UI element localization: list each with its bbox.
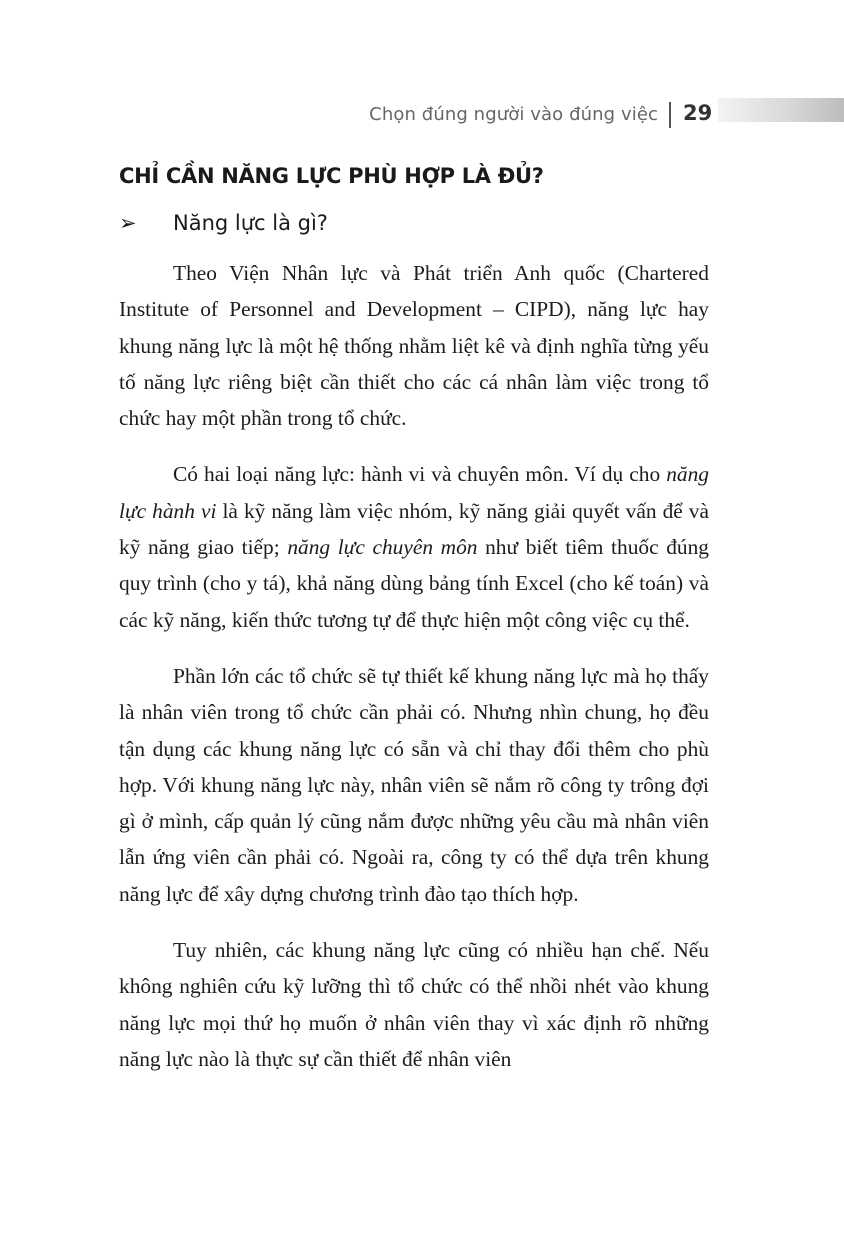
paragraph-2 — [119, 456, 709, 637]
arrow-bullet-icon: ➢ — [119, 211, 137, 235]
running-header — [0, 98, 844, 134]
paragraph-1: Theo Viện Nhân lực và Phát triển Anh quốc (Chartered Institute of Personnel and Development – CIPD), năng lực hay khung năng lực là một hệ thống nhằm liệt kê và định nghĩa từng yếu tố năng lực riêng biệt cần thiết cho các cá nhân làm việc trong tổ chức hay một phần trong tổ chức. — [119, 261, 709, 431]
paragraph-2-part-c: như biết tiêm thuốc đúng quy trình (cho y tá), khả năng dùng bảng tính Excel (cho kế toán) và các kỹ năng, kiến thức tương tự để thực hiện một công việc cụ thể. — [119, 535, 709, 632]
body-text — [119, 255, 709, 1097]
section-heading: CHỈ CẦN NĂNG LỰC PHÙ HỢP LÀ ĐỦ? — [119, 164, 544, 188]
paragraph-3: Phần lớn các tổ chức sẽ tự thiết kế khung năng lực mà họ thấy là nhân viên trong tổ chức cần phải có. Nhưng nhìn chung, họ đều tận dụng các khung năng lực có sẵn và chỉ thay đổi thêm cho phù hợp. Với khung năng lực này, nhân viên sẽ nắm rõ công ty trông đợi gì ở mình, cấp quản lý cũng nắm được những yêu cầu mà nhân viên lẫn ứng viên cần phải có. Ngoài ra, công ty có thể dựa trên khung năng lực để xây dựng chương trình đào tạo thích hợp. — [119, 663, 709, 906]
paragraph-2-part-a: Có hai loại năng lực: hành vi và chuyên môn. Ví dụ cho — [173, 462, 667, 487]
page-number: 29 — [683, 101, 713, 125]
running-header-title: Chọn đúng người vào đúng việc — [369, 104, 658, 125]
header-divider — [669, 102, 671, 128]
paragraph-2-emphasis-behavioral: năng lực hành vi — [119, 462, 709, 523]
header-gradient-bar — [718, 98, 844, 122]
subheading-text: Năng lực là gì? — [173, 211, 328, 235]
paragraph-4: Tuy nhiên, các khung năng lực cũng có nhiều hạn chế. Nếu không nghiên cứu kỹ lưỡng thì tổ chức có thể nhồi nhét vào khung năng lực mọi thứ họ muốn ở nhân viên thay vì xác định rõ những năng lực nào là thực sự cần thiết để nhân viên — [119, 938, 709, 1071]
paragraph-2-emphasis-professional: năng lực chuyên môn — [287, 535, 478, 560]
paragraph-2-part-b: là kỹ năng làm việc nhóm, kỹ năng giải quyết vấn để và kỹ năng giao tiếp; — [119, 498, 709, 560]
subheading — [119, 211, 328, 235]
